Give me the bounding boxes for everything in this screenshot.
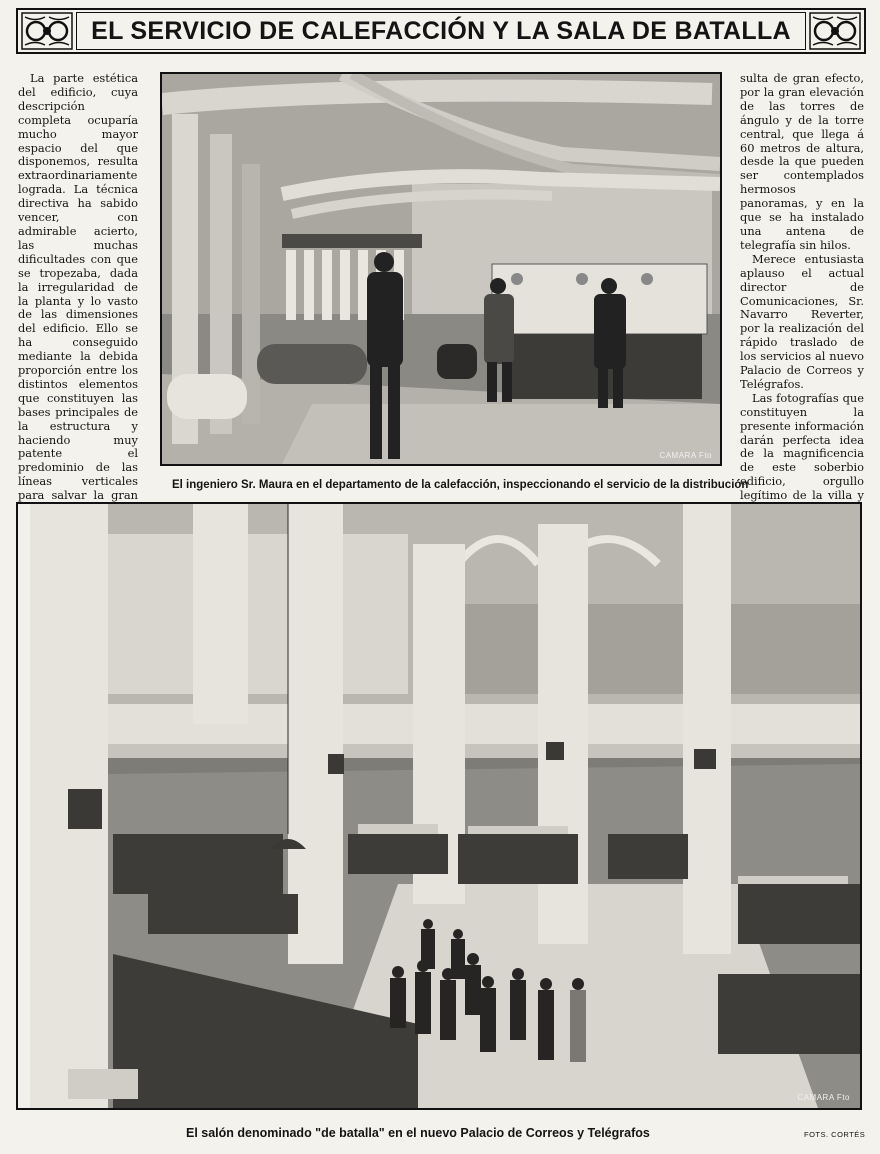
article-paragraph: Las fotografías que constituyen la presente información darán perfecta idea de la magnificencia de este soberbio edificio, orgullo legítimo de la villa y <box>740 390 864 503</box>
photo-credit: FOTS. CORTÉS <box>804 1130 866 1139</box>
article-paragraph: Merece entusiasta aplauso el actual director de Comunicaciones, Sr. Navarro Reverter, por la realización del rápido traslado de los servicios al nuevo Palacio de Correos y Telégrafos. <box>740 251 864 391</box>
ornament-icon <box>809 12 861 50</box>
heating-room-photo <box>160 72 722 466</box>
article-column-left <box>18 72 138 573</box>
page-title: EL SERVICIO DE CALEFACCIÓN Y LA SALA DE BATALLA <box>91 16 791 45</box>
battle-hall-photo <box>16 502 862 1110</box>
article-paragraph: La parte estética del edificio, cuya descripción completa ocuparía mucho mayor espacio del que disponemos, resulta extraordinariamente lograda. La técnica directiva ha sabido vencer, con admirable acierto, las muchas dificultades con que se tropezaba, dada la irregularidad de la planta y lo vasto de las dimensiones del edificio. Ello se ha conseguido mediante la debida proporción entre los distintos elementos que constituyen las bases principales de la estructura y haciendo muy patente el predominio de las líneas verticales para salvar la gran <box>18 71 138 503</box>
photo-watermark: CAMARA Fto <box>659 451 712 460</box>
article-paragraph: sulta de gran efecto, por la gran elevación de las torres de ángulo y de la torre central, que llega á 60 metros de altura, desde la que pueden ser contemplados hermosos panoramas, y en la que se ha instalado una antena de telegrafía sin hilos. <box>740 71 864 252</box>
article-column-right <box>740 72 864 517</box>
article-header <box>16 8 866 54</box>
photo-caption: El salón denominado "de batalla" en el nuevo Palacio de Correos y Telégrafos <box>186 1126 650 1140</box>
ornament-icon <box>21 12 73 50</box>
photo-caption: El ingeniero Sr. Maura en el departamento de la calefacción, inspeccionando el servicio de la distribución <box>172 479 749 491</box>
photo-watermark: CAMARA Fto <box>797 1093 850 1102</box>
